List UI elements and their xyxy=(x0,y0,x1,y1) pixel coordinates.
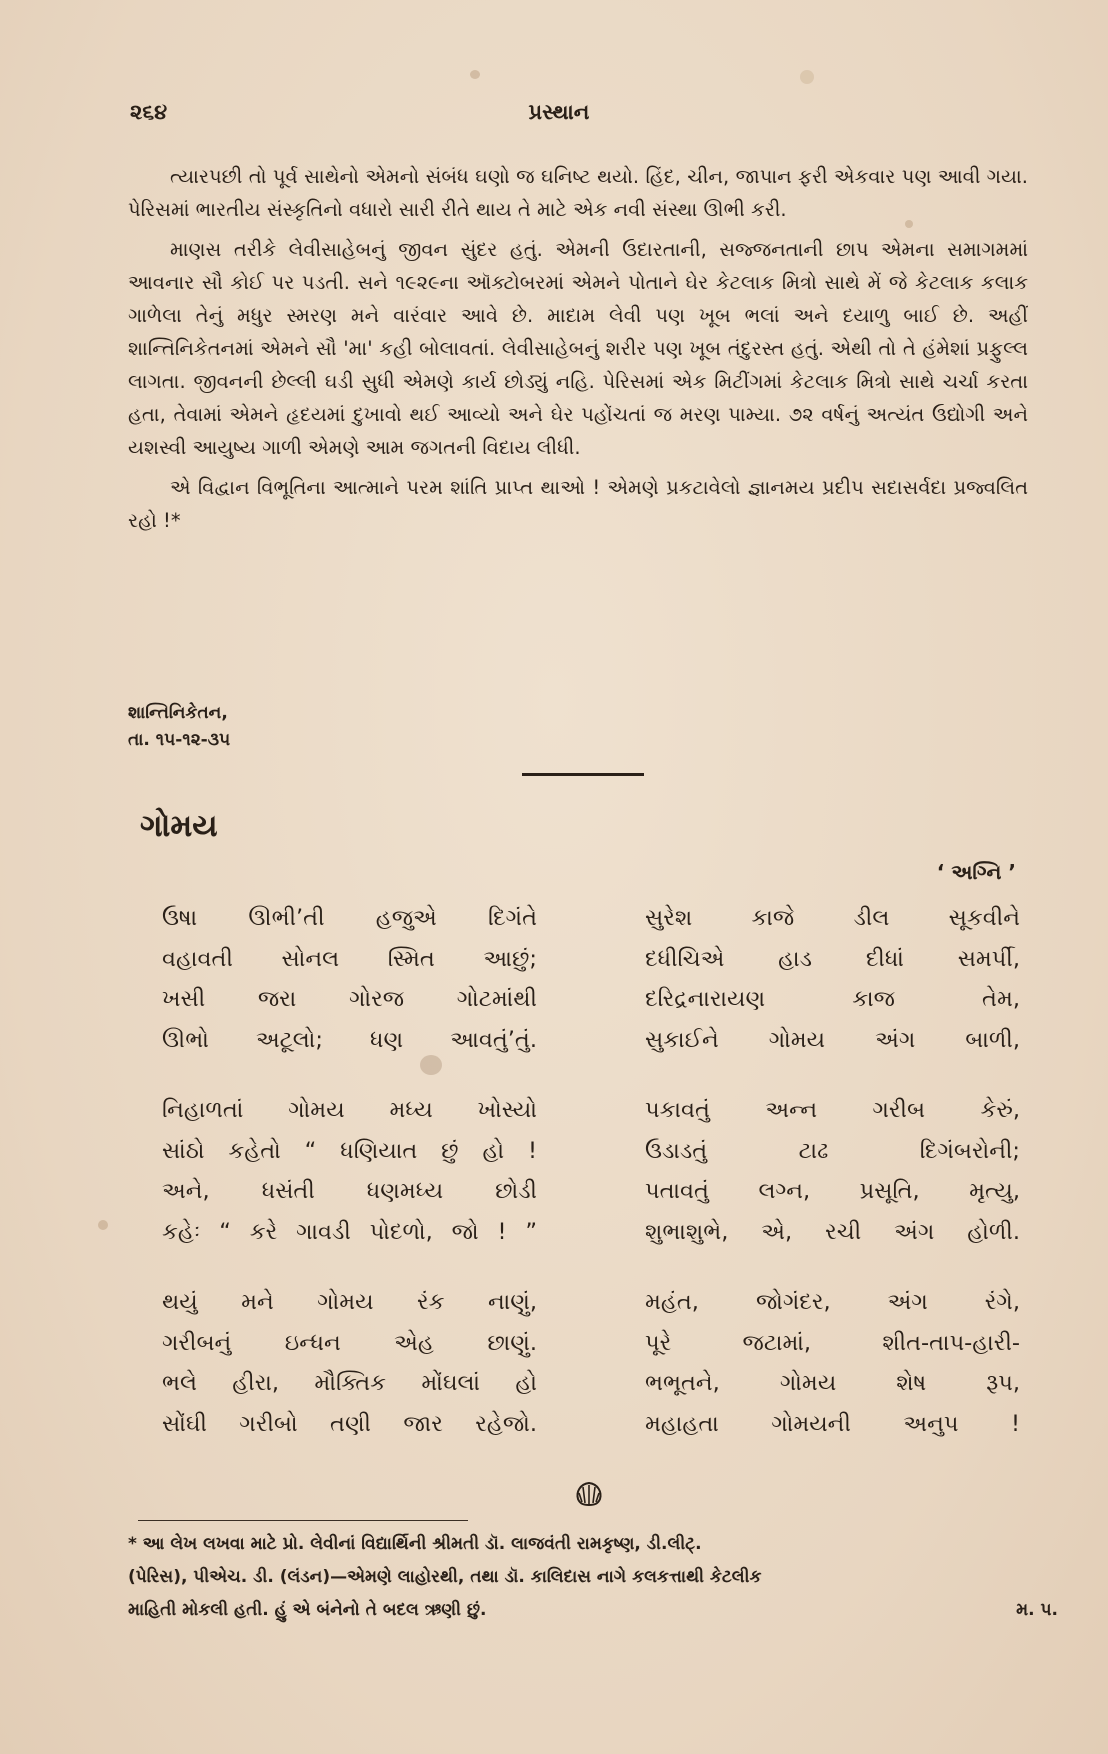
footnote-line: માહિતી મોકલી હતી. હું એ બંનેનો તે બદલ ઋણી છું. xyxy=(128,1600,487,1620)
shell-ornament-icon xyxy=(574,1480,604,1508)
verse-line: અને, ધસંતી ધણમધ્ય છોડી xyxy=(162,1178,537,1204)
running-title: પ્રસ્થાન xyxy=(528,100,590,124)
running-header xyxy=(130,100,988,130)
verse-line: થયું મને ગોમય રંક નાણું, xyxy=(162,1289,537,1315)
paragraph: એ વિદ્વાન વિભૂતિના આત્માને પરમ શાંતિ પ્રાપ્ત થાઓ ! એમણે પ્રકટાવેલો જ્ઞાનમય પ્રદીપ સદાસર્વદા પ્રજ્વલિત રહો !* xyxy=(128,476,1028,532)
paper-spot xyxy=(800,70,814,84)
paper-spot xyxy=(470,70,480,79)
page-number: ૨૬૪ xyxy=(130,100,168,124)
footnote-line: * આ લેખ લખવા માટે પ્રો. લેવીનાં વિદ્યાર્થિની શ્રીમતી ડૉ. લાજવંતી રામકૃષ્ણ, ડી.લીટ્. xyxy=(128,1534,702,1554)
article-body xyxy=(128,160,1028,537)
paragraph: માણસ તરીકે લેવીસાહેબનું જીવન સુંદર હતું. એમની ઉદારતાની, સજ્જનતાની છાપ એમના સમાગમમાં આવનાર સૌ કોઈ પર પડતી. સને ૧૯૨૯ના ઑક્ટોબરમાં એમને પોતાને ઘેર કેટલાક મિત્રો સાથે મેં જે કેટલાક કલાક ગાળેલા તેનું મધુર સ્મરણ મને વારંવાર આવે છે. માદામ લેવી પણ ખૂબ ભલાં અને દયાળુ બાઈ છે. અહીં શાન્તિનિકેતનમાં એમને સૌ 'મા' કહી બોલાવતાં. લેવીસાહેબનું શરીર પણ ખૂબ તંદુરસ્ત હતું. એથી તો તે હંમેશાં પ્રફુલ્લ લાગતા. જીવનની છેલ્લી ઘડી સુધી એમણે કાર્ય છોડ્યું નહિ. પેરિસમાં એક મિટીંગમાં કેટલાક મિત્રો સાથે ચર્ચા કરતા હતા, તેવામાં એમને હૃદયમાં દુખાવો થઈ આવ્યો અને ઘેર પહોંચતાં જ મરણ પામ્યા. ૭૨ વર્ષનું અત્યંત ઉદ્યોગી અને યશસ્વી આયુષ્ય ગાળી એમણે આમ જગતની વિદાય લીધી. xyxy=(128,238,1028,459)
poem-title: ગોમય xyxy=(140,808,218,844)
verse-line: શુભાશુભે, એ, રચી અંગ હોળી. xyxy=(645,1218,1020,1245)
stanza xyxy=(645,898,1020,1060)
verse-line: પૂરે જટામાં, શીત-તાપ-હારી- xyxy=(645,1329,1020,1356)
verse-line: ભભૂતને, ગોમય શેષ રૂપ, xyxy=(645,1370,1020,1396)
footnote-line: (પેરિસ), પીએચ. ડી. (લંડન)—એમણે લાહોરથી, તથા ડૉ. કાલિદાસ નાગે કલકત્તાથી કેટલીક xyxy=(128,1567,762,1587)
stanza xyxy=(645,1090,1020,1252)
verse-line: સોંઘી ગરીબો તણી જાર રહેજો. xyxy=(162,1410,537,1437)
verse-line: પકાવતું અન્ન ગરીબ કેરું, xyxy=(645,1097,1020,1123)
verse-line: સાંઠો કહેતો “ ધણિયાત છું હો ! xyxy=(162,1137,537,1164)
paragraph: ત્યારપછી તો પૂર્વ સાથેનો એમનો સંબંધ ઘણો જ ઘનિષ્ટ થયો. હિંદ, ચીન, જાપાન ફરી એકવાર પણ આવી ગયા. પેરિસમાં ભારતીય સંસ્કૃતિનો વધારો સારી રીતે થાય તે માટે એક નવી સંસ્થા ઊભી કરી. xyxy=(128,165,1028,221)
verse-line: નિહાળતાં ગોમય મધ્ય ખોસ્યો xyxy=(162,1097,537,1123)
dateline-place: શાન્તિનિકેતન, xyxy=(128,703,228,723)
verse-line: દરિદ્રનારાયણ કાજ તેમ, xyxy=(645,986,1020,1012)
verse-line: મહંત, જોગંદર, અંગ રંગે, xyxy=(645,1289,1020,1315)
stanza xyxy=(162,1282,537,1444)
stanza xyxy=(645,1282,1020,1444)
stanza xyxy=(162,1090,537,1252)
verse-line: મહાહતા ગોમયની અનુપ ! xyxy=(645,1410,1020,1437)
verse-line: વહાવતી સોનલ સ્મિત આછું; xyxy=(162,945,537,972)
verse-line: ગરીબનું ઇન્ધન એહ છાણું. xyxy=(162,1329,537,1356)
section-divider xyxy=(522,773,644,776)
dateline xyxy=(128,700,230,754)
poem-author: ‘ અગ્નિ ’ xyxy=(936,860,1016,884)
poem-left-column xyxy=(162,898,537,1444)
paper-spot xyxy=(98,1220,108,1230)
verse-line: ઊભો અટૂલો; ધણ આવતું’તું. xyxy=(162,1026,537,1053)
footnote-signature: મ. પ. xyxy=(1016,1600,1058,1620)
footnote xyxy=(128,1528,1058,1627)
verse-line: ભલે હીરા, મૌક્તિક મોંઘલાં હો xyxy=(162,1370,537,1396)
verse-line: ખસી જરા ગોરજ ગોટમાંથી xyxy=(162,986,537,1012)
verse-line: સુરેશ કાજે ડીલ સૂકવીને xyxy=(645,905,1020,931)
verse-line: કહેઃ “ કરે ગાવડી પોદળો, જો ! ” xyxy=(162,1218,537,1245)
verse-line: પતાવતું લગ્ન, પ્રસૂતિ, મૃત્યુ, xyxy=(645,1178,1020,1204)
verse-line: ઉડાડતું ટાઢ દિગંબરોની; xyxy=(645,1137,1020,1164)
verse-line: સુકાઈને ગોમય અંગ બાળી, xyxy=(645,1026,1020,1053)
verse-line: ઉષા ઊભી’તી હજુએ દિગંતે xyxy=(162,905,537,931)
stanza xyxy=(162,898,537,1060)
verse-line: દધીચિએ હાડ દીધાં સમર્પી, xyxy=(645,945,1020,972)
dateline-date: તા. ૧૫-૧૨-૩૫ xyxy=(128,730,231,750)
footnote-rule xyxy=(138,1520,468,1521)
poem-right-column xyxy=(645,898,1020,1444)
